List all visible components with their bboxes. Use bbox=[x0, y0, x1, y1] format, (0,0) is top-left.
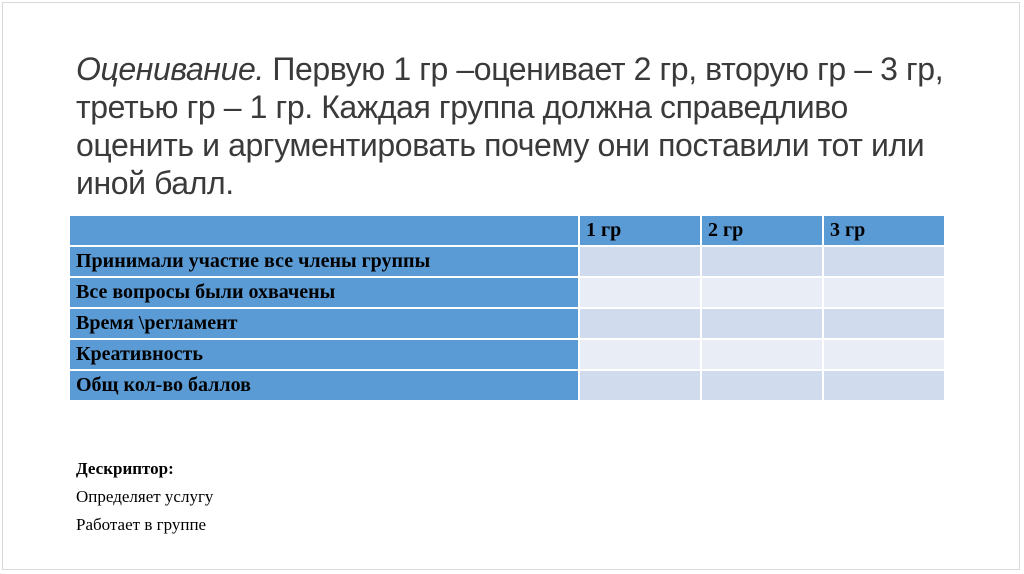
table-row bbox=[69, 339, 945, 370]
score-cell bbox=[579, 370, 701, 401]
row-label: Время \регламент bbox=[69, 308, 579, 339]
row-label: Креативность bbox=[69, 339, 579, 370]
score-cell bbox=[701, 308, 823, 339]
score-cell bbox=[823, 246, 945, 277]
score-cell bbox=[823, 308, 945, 339]
score-cell bbox=[579, 339, 701, 370]
slide-heading bbox=[76, 50, 956, 202]
descriptor-item: Определяет услугу bbox=[76, 487, 214, 506]
row-label: Все вопросы были охвачены bbox=[69, 277, 579, 308]
table-header-row bbox=[69, 215, 945, 246]
heading-lead: Оценивание. bbox=[76, 51, 264, 87]
column-header: 3 гр bbox=[823, 215, 945, 246]
score-cell bbox=[701, 370, 823, 401]
score-cell bbox=[579, 277, 701, 308]
row-label: Принимали участие все члены группы bbox=[69, 246, 579, 277]
table-row bbox=[69, 370, 945, 401]
row-label: Общ кол-во баллов bbox=[69, 370, 579, 401]
score-cell bbox=[579, 246, 701, 277]
assessment-table bbox=[68, 214, 946, 402]
column-header: 2 гр bbox=[701, 215, 823, 246]
score-cell bbox=[701, 246, 823, 277]
table-row bbox=[69, 277, 945, 308]
descriptor-block bbox=[76, 455, 213, 539]
table-row bbox=[69, 308, 945, 339]
score-cell bbox=[701, 339, 823, 370]
column-header: 1 гр bbox=[579, 215, 701, 246]
header-corner bbox=[69, 215, 579, 246]
score-cell bbox=[701, 277, 823, 308]
descriptor-title: Дескриптор: bbox=[76, 459, 174, 478]
table-row bbox=[69, 246, 945, 277]
score-cell bbox=[823, 339, 945, 370]
score-cell bbox=[579, 308, 701, 339]
heading-text: Первую 1 гр –оценивает 2 гр, вторую гр – 3 гр, третью гр – 1 гр. Каждая группа должна справедливо оценить и аргументировать почему они поставили тот или иной балл. bbox=[76, 51, 944, 201]
descriptor-item: Работает в группе bbox=[76, 515, 207, 534]
score-cell bbox=[823, 370, 945, 401]
score-cell bbox=[823, 277, 945, 308]
